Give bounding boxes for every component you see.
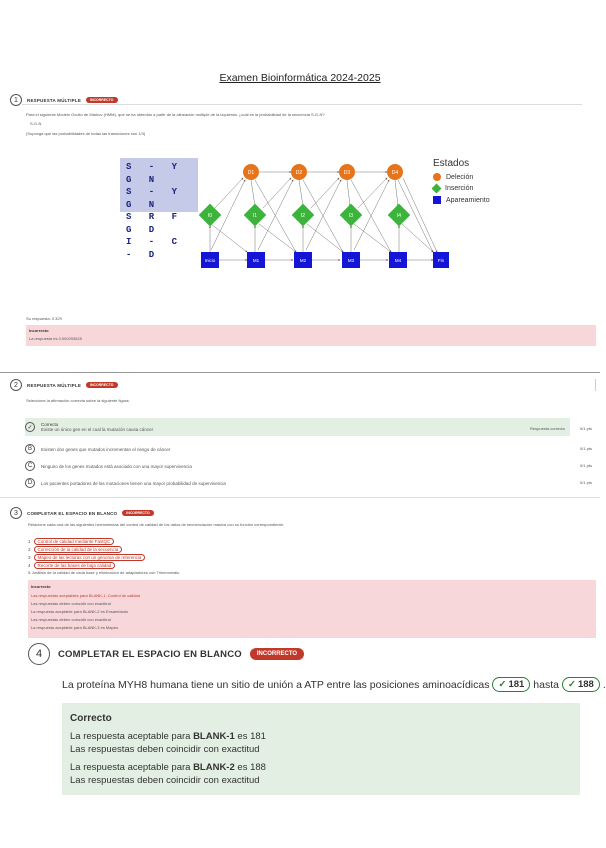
feedback-blank-name: BLANK-1 [193, 731, 235, 742]
option-points: 0/1 pts [580, 480, 593, 485]
option-letter: C [25, 461, 35, 471]
alignment-row: I - C - D [126, 237, 184, 260]
feedback-text: Las respuestas deben coincidir con exactitud [70, 744, 260, 755]
item-number: 1 [28, 539, 31, 544]
q4-feedback-line [70, 730, 572, 743]
check-icon: ✓ [567, 679, 576, 690]
q2-option-a[interactable] [25, 419, 570, 435]
hmm-diagram [115, 150, 515, 300]
deletion-label: D1 [247, 170, 255, 176]
legend-title: Estados [433, 158, 470, 169]
alignment-row: S R F G D [126, 212, 184, 235]
q1-answer-value: S-G-N [30, 121, 42, 126]
q3-answer-box[interactable]: Recorte de las bases de baja calidad [34, 562, 116, 569]
q1-hint: (Suponga que las probabilidades de todas las transiciones son 1/3) [26, 131, 146, 136]
q4-type: COMPLETAR EL ESPACIO EN BLANCO [58, 648, 242, 660]
deletion-label: D2 [295, 170, 303, 176]
q2-option-c[interactable] [25, 458, 570, 474]
q1-feedback-title: Incorrecto [29, 328, 49, 333]
q3-feedback-line: Las respuestas deben coincidir con exactitud [31, 617, 111, 622]
q4-feedback-line [70, 743, 572, 756]
q4-question-text [62, 677, 606, 692]
q3-feedback-line: La respuesta aceptable para BLANK-3 es Mapeo [31, 625, 119, 630]
legend-item-insertion [433, 185, 490, 192]
check-icon: ✓ [498, 679, 507, 690]
q3-feedback [28, 580, 596, 638]
q3-feedback-line: Las respuestas deben coincidir con exactitud [31, 601, 111, 606]
option-letter: B [25, 444, 35, 454]
option-points: 0/1 pts [580, 426, 593, 431]
q2-number: 2 [10, 379, 22, 391]
insertion-label: I3 [348, 213, 354, 219]
option-label: Correcto [41, 422, 59, 427]
legend-item-deletion [433, 173, 490, 181]
legend-item-match [433, 196, 490, 204]
match-label: M2 [299, 258, 307, 263]
option-points: 0/1 pts [580, 463, 593, 468]
deletion-label: D4 [391, 170, 399, 176]
feedback-text: La respuesta aceptable para [70, 762, 194, 773]
alignment-row: S - Y G N [126, 162, 184, 185]
q3-item [28, 546, 122, 553]
q4-header [28, 643, 304, 665]
deletion-label: D3 [343, 170, 351, 176]
q1-type: RESPUESTA MÚLTIPLE [27, 97, 82, 103]
option-text: Existe un único gen en el cual la mutación causa cáncer [41, 427, 154, 432]
q1-question-text: Para el siguiente Modelo Oculto de Markov (HMM), que se ha obtenido a partir de la alineación múltiple de la izquierda: ¿cuál es la probabilidad de la secuencia S-G-N? [26, 112, 325, 117]
option-text: Los pacientes portadores de las mutaciones tienen una mayor probabilidad de supervivencia [41, 480, 226, 486]
q4-feedback-line [70, 774, 572, 787]
q3-feedback-line: Las respuestas aceptables para BLANK-1: Control de calidad [31, 593, 140, 598]
insertion-label: I4 [396, 213, 402, 219]
q3-status-badge: INCORRECTO [122, 510, 153, 516]
page-divider [0, 372, 600, 373]
q2-border [595, 379, 596, 391]
q4-feedback-title: Correcto [70, 713, 112, 724]
feedback-text: Las respuestas deben coincidir con exactitud [70, 775, 260, 786]
q3-item [28, 562, 115, 569]
q3-item [28, 538, 114, 545]
hmm-legend [433, 158, 490, 204]
q3-header [10, 507, 154, 519]
q2-option-b[interactable] [25, 441, 570, 457]
blue-square-icon [433, 196, 441, 204]
orange-circle-icon [433, 173, 441, 181]
alignment-row: S - Y G N [126, 187, 184, 210]
q1-your-answer: Su respuesta: 0.329 [26, 316, 62, 321]
q3-feedback-title: Incorrecto [31, 584, 51, 589]
feedback-text: es 181 [234, 731, 266, 742]
insertion-label: I1 [252, 213, 258, 219]
q4-blank-1[interactable] [492, 677, 530, 692]
section-divider [0, 497, 600, 498]
q3-feedback-line: La respuesta aceptable para BLANK-2 es Ensamblado [31, 609, 129, 614]
q4-number: 4 [28, 643, 50, 665]
q2-type: RESPUESTA MÚLTIPLE [27, 382, 82, 388]
q2-correct-note: Respuesta correcta [530, 426, 565, 431]
feedback-text: es 188 [234, 762, 266, 773]
feedback-text: La respuesta aceptable para [70, 731, 194, 742]
blank-2-value: 188 [577, 679, 594, 690]
q3-number: 3 [10, 507, 22, 519]
q3-answer-box[interactable]: Corrección de la calidad de la secuencia [34, 546, 123, 553]
q4-status-badge: INCORRECTO [250, 648, 304, 660]
end-label: Fin [437, 258, 445, 263]
option-text: Existen dos genes que mutados incrementan el riesgo de cáncer [41, 446, 171, 452]
q1-feedback-text: La respuesta es 0.000293625 [29, 336, 82, 341]
insertion-label: I0 [207, 213, 213, 219]
q3-answer-box[interactable]: Control de calidad mediante FastQC [34, 538, 115, 545]
blank-1-value: 181 [508, 679, 525, 690]
q2-status-badge: INCORRECTO [86, 382, 117, 388]
q1-number: 1 [10, 94, 22, 106]
q4-text-before: La proteína MYH8 humana tiene un sitio de unión a ATP entre las posiciones aminoacídicas [62, 678, 490, 691]
q4-feedback-line [70, 761, 572, 774]
q4-text-between: hasta [533, 678, 559, 691]
q2-question-text: Seleccione la afirmación correcta sobre la siguiente figura: [26, 398, 130, 403]
q3-answer-box[interactable]: Mapeo de las lecturas con un genoma de referencia [34, 554, 146, 561]
q2-header [10, 379, 118, 391]
q4-blank-2[interactable] [562, 677, 600, 692]
legend-label: Apareamiento [446, 196, 490, 204]
item-number: 2 [28, 547, 31, 552]
page-title: Examen Bioinformática 2024-2025 [219, 72, 381, 84]
insertion-label: I2 [300, 213, 306, 219]
q3-question-text: Relacione cada una de las siguientes herramientas del control de calidad de los datos de secuenciación masiva con su función correspondiente: [28, 522, 284, 527]
match-label: M4 [394, 258, 402, 263]
q1-feedback [26, 325, 596, 346]
q2-option-d[interactable] [25, 475, 570, 491]
option-letter: D [25, 478, 35, 488]
legend-label: Inserción [445, 185, 474, 192]
q1-divider [22, 104, 582, 105]
item-number: 4 [28, 563, 31, 568]
q1-status-badge: INCORRECTO [86, 97, 117, 103]
q3-type: COMPLETAR EL ESPACIO EN BLANCO [27, 510, 118, 516]
item-number: 3 [28, 555, 31, 560]
start-label: Inicio [204, 258, 216, 263]
q4-feedback [62, 703, 580, 795]
option-points: 0/1 pts [580, 446, 593, 451]
match-label: M3 [347, 258, 355, 263]
check-circle-icon: ✓ [25, 422, 35, 432]
green-diamond-icon [432, 184, 442, 194]
option-text: Ninguno de los genes mutados está asociado con una mayor supervivencia [41, 463, 192, 469]
q3-footer-text: 5. Análisis de la calidad de cada base y eliminación de adaptadores con Trimmomatic [28, 570, 180, 575]
q3-item [28, 554, 145, 561]
match-label: M1 [252, 258, 260, 263]
q4-text-after: . [602, 678, 606, 691]
feedback-blank-name: BLANK-2 [193, 762, 235, 773]
legend-label: Deleción [446, 173, 474, 181]
